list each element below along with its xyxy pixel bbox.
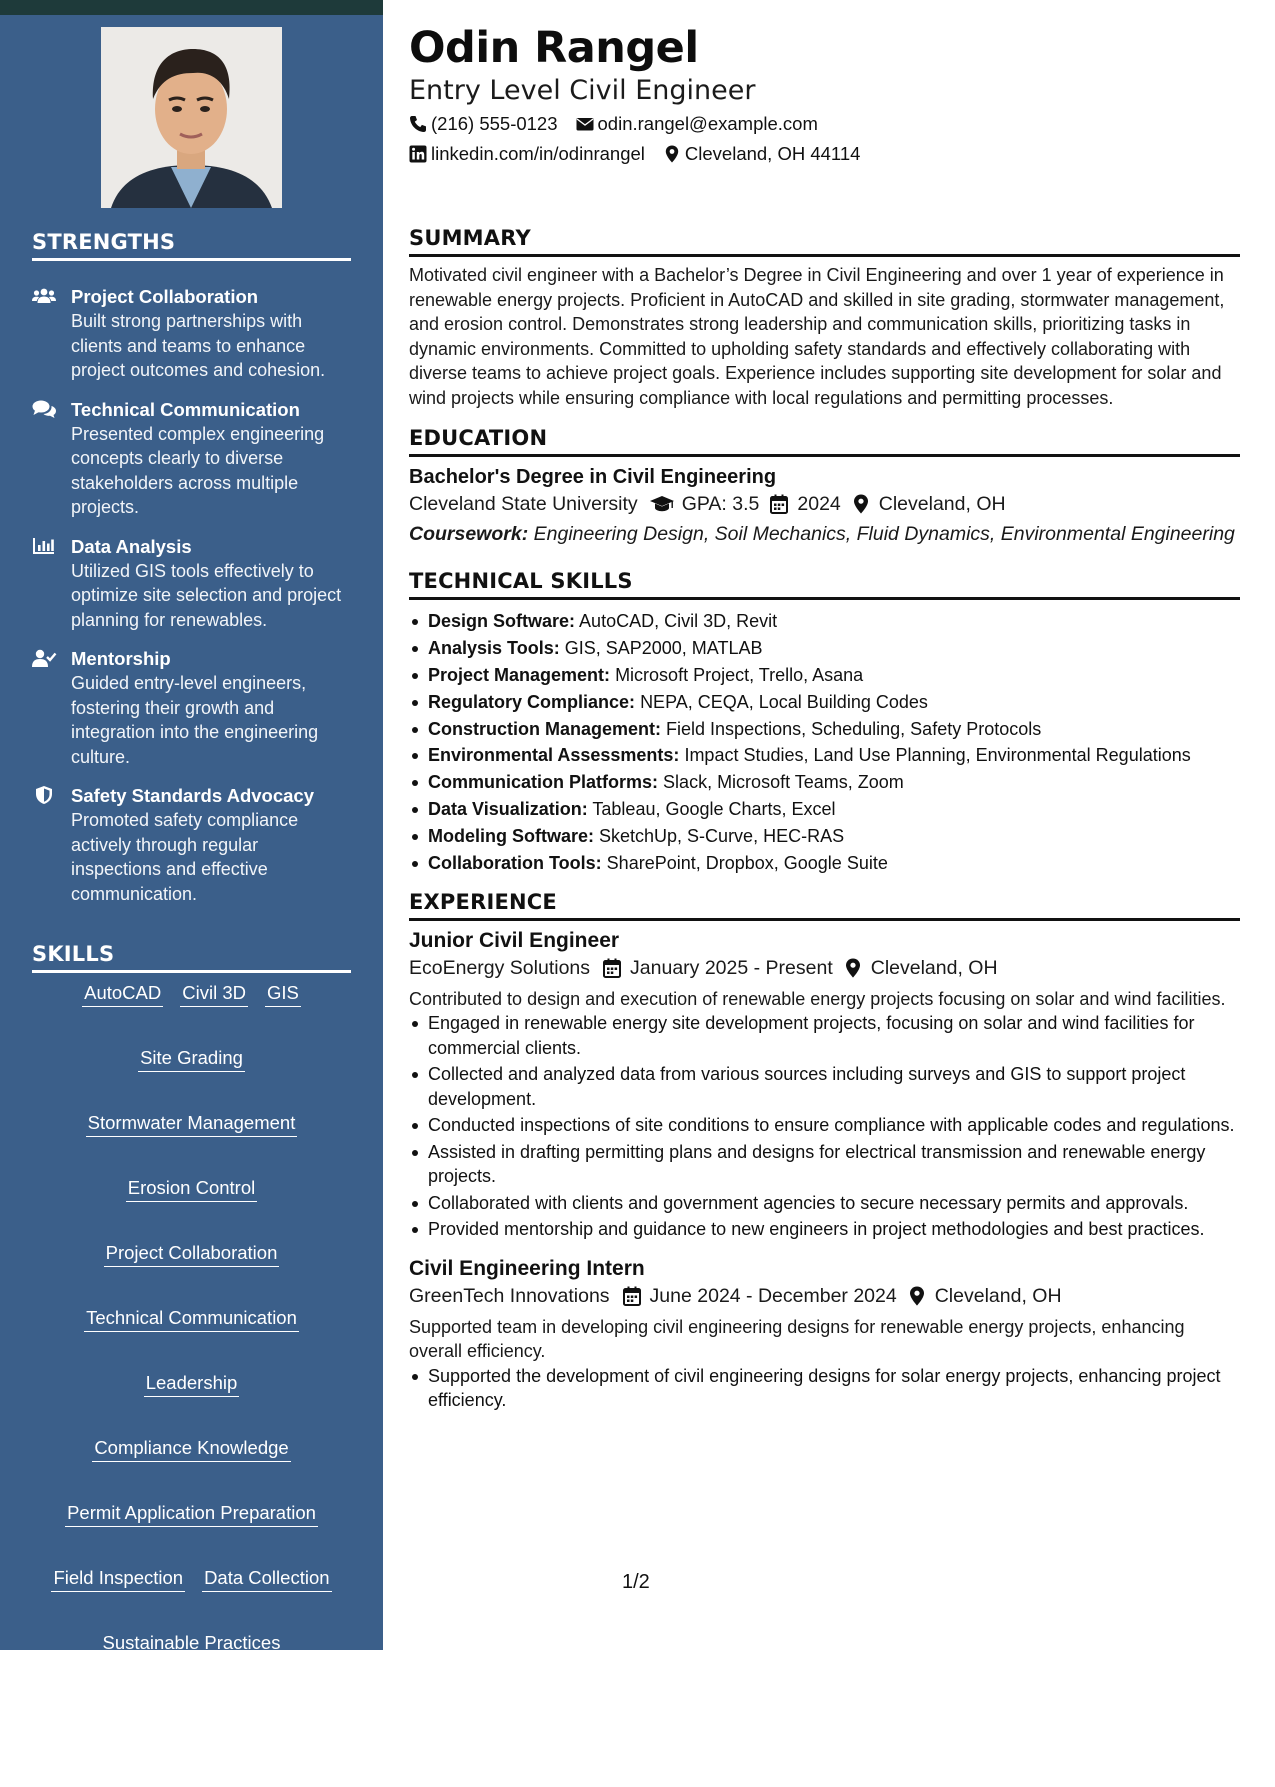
list-item [409,636,1240,661]
strength-title: Mentorship [71,648,171,669]
skill-value: Slack, Microsoft Teams, Zoom [663,772,904,793]
strength-title: Data Analysis [71,535,192,557]
strength-item [32,535,352,633]
skill-value: SketchUp, S-Curve, HEC-RAS [599,826,845,847]
map-pin-icon [907,1286,927,1306]
skills-cloud [32,982,351,1787]
map-pin-icon [663,145,681,163]
technical-skills-heading: TECHNICAL SKILLS [409,569,1240,600]
skill-value: Impact Studies, Land Use Planning, Environmental Regulations [684,745,1191,766]
job-location: Cleveland, OH [870,956,998,979]
degree-title: Bachelor's Degree in Civil Engineering [409,466,777,488]
skill-value: SharePoint, Dropbox, Google Suite [606,853,888,874]
calendar-icon [622,1286,642,1306]
skill-label: Design Software: [428,611,576,631]
skill-value: AutoCAD, Civil 3D, Revit [579,611,778,631]
contact-linkedin [409,142,645,166]
strengths-list [32,285,352,921]
list-item [409,851,1240,876]
candidate-title: Entry Level Civil Engineer [409,75,756,106]
skill-tag: Compliance Knowledge [92,1437,290,1462]
avatar [101,27,282,208]
strength-item [32,784,352,906]
education-heading: EDUCATION [409,426,1240,457]
list-item [409,797,1240,822]
skill-value: Microsoft Project, Trello, Asana [615,664,864,685]
job-dates: January 2025 - Present [630,956,833,979]
skill-label: Construction Management: [428,718,662,739]
contact-row [409,112,1240,136]
contact-row [409,142,1240,166]
linkedin-icon [409,145,427,163]
candidate-name: Odin Rangel [409,23,699,73]
skill-label: Environmental Assessments: [428,745,680,766]
list-item: Supported the development of civil engineering designs for solar energy projects, enhancing project efficiency. [409,1364,1240,1413]
job-dates: June 2024 - December 2024 [649,1284,897,1307]
skill-tag: Civil 3D [180,982,248,1007]
skill-value: Tableau, Google Charts, Excel [592,799,836,820]
envelope-icon [576,115,594,133]
sidebar [0,0,383,1783]
location-text: Cleveland, OH 44114 [684,143,861,164]
education-meta [409,490,1240,518]
skill-tag: Renewable Systems Design [74,1697,309,1722]
skill-value: GIS, SAP2000, MATLAB [564,637,763,658]
coursework-label: Coursework: [409,523,529,545]
list-item [409,663,1240,688]
skill-tag: Permit Application Preparation [65,1502,318,1527]
linkedin-link[interactable]: linkedin.com/in/odinrangel [431,143,645,164]
strength-item [32,285,352,383]
job-bullets [409,1364,1240,1413]
map-pin-icon [851,494,871,514]
skill-label: Data Visualization: [428,799,588,820]
avatar-portrait [101,27,282,208]
strengths-heading: STRENGTHS [32,230,351,261]
list-item [409,770,1240,795]
list-item: Collected and analyzed data from various sources including surveys and GIS to support project development. [409,1062,1240,1111]
job-location: Cleveland, OH [934,1284,1062,1307]
summary-heading: SUMMARY [409,226,1240,257]
graduation-cap-icon [650,494,674,514]
comments-icon [32,400,56,418]
skill-tag: Data Collection [202,1567,331,1592]
strength-description: Promoted safety compliance actively through regular inspections and effective communication. [71,810,299,904]
skill-tag: Site Grading [138,1047,245,1072]
calendar-icon [769,494,789,514]
company-name: EcoEnergy Solutions [409,956,591,979]
skill-tag: Project Collaboration [104,1242,280,1267]
list-item: Conducted inspections of site conditions to ensure compliance with applicable codes and regulations. [409,1113,1240,1138]
strength-item [32,398,352,520]
list-item [409,690,1240,715]
job-entry [409,928,1240,1242]
skill-tag: Leadership [144,1372,240,1397]
page-number: 1/2 [622,1571,650,1593]
job-meta [409,1282,1240,1310]
skill-tag: Field Inspection [51,1567,185,1592]
education-location: Cleveland, OH [878,493,1006,515]
skill-tag: Stormwater Management [86,1112,298,1137]
phone-icon [409,115,427,133]
job-bullets [409,1011,1240,1242]
graduation-year: 2024 [797,493,841,515]
user-check-icon [32,649,56,667]
gpa-text: GPA: 3.5 [681,493,760,515]
skill-label: Project Management: [428,664,611,685]
sidebar-top-bar [0,0,383,15]
technical-skills-list [409,609,1240,876]
calendar-icon [602,958,622,978]
job-entry [409,1256,1240,1413]
coursework-text: Engineering Design, Soil Mechanics, Fluid Dynamics, Environmental Engineering [533,523,1235,545]
job-summary: Contributed to design and execution of renewable energy projects focusing on solar and wind facilities. [409,988,1226,1009]
coursework [409,522,1240,547]
skill-value: NEPA, CEQA, Local Building Codes [640,691,928,712]
skill-tag: AutoCAD [82,982,163,1007]
strength-title: Technical Communication [71,398,300,420]
job-summary: Supported team in developing civil engineering designs for renewable energy projects, enhancing overall efficiency. [409,1316,1185,1362]
company-name: GreenTech Innovations [409,1284,610,1307]
skill-label: Communication Platforms: [428,772,659,793]
skill-tag: GIS [265,982,301,1007]
list-item: Engaged in renewable energy site development projects, focusing on solar and wind facilities for commercial clients. [409,1011,1240,1060]
job-meta [409,954,1240,982]
list-item [409,609,1240,634]
contact-email [576,112,818,136]
users-icon [32,287,56,305]
school-name: Cleveland State University [409,493,638,515]
phone-text[interactable]: (216) 555-0123 [431,113,558,134]
list-item: Assisted in drafting permitting plans and designs for electrical transmission and renewable energy projects. [409,1140,1240,1189]
contact-phone [409,112,558,136]
skill-tag: Technical Communication [84,1307,299,1332]
list-item [409,824,1240,849]
contact-location [663,142,861,166]
strength-description: Presented complex engineering concepts clearly to diverse stakeholders across multiple projects. [71,423,325,517]
shield-icon [32,786,56,804]
list-item: Provided mentorship and guidance to new engineers in project methodologies and best practices. [409,1217,1240,1242]
list-item: Collaborated with clients and government agencies to secure necessary permits and approvals. [409,1191,1240,1216]
strength-title: Safety Standards Advocacy [71,785,314,806]
strength-description: Utilized GIS tools effectively to optimize site selection and project planning for renewables. [71,560,342,630]
skills-heading: SKILLS [32,942,351,973]
list-item [409,743,1240,768]
skill-label: Analysis Tools: [428,637,560,658]
skill-tag: Client Interaction [120,1762,263,1787]
strength-description: Guided entry-level engineers, fostering their growth and integration into the engineering culture. [71,673,319,767]
map-pin-icon [843,958,863,978]
experience-heading: EXPERIENCE [409,890,1240,921]
strength-item [32,647,352,769]
skill-tag: Sustainable Practices [101,1632,283,1657]
skill-label: Collaboration Tools: [428,853,602,874]
job-title: Civil Engineering Intern [409,1256,645,1280]
skill-label: Modeling Software: [428,826,594,847]
list-item [409,717,1240,742]
summary-text: Motivated civil engineer with a Bachelor’s Degree in Civil Engineering and over 1 year of experience in renewable energy projects. Proficient in AutoCAD and skilled in site grading, stormwater management, and erosion control. Demonstrates strong leadership and communication skills, prioritizing tasks in dynamic environments. Committed to upholding safety standards and effectively collaborating with diverse teams to achieve project goals. Experience includes supporting site development for solar and wind projects while ensuring compliance with local regulations and permitting processes. [409,265,1225,408]
main-content [409,22,1240,1415]
strength-title: Project Collaboration [71,286,259,307]
skill-value: Field Inspections, Scheduling, Safety Protocols [666,718,1042,739]
skill-tag: Erosion Control [126,1177,258,1202]
email-link[interactable]: odin.rangel@example.com [597,113,818,134]
job-title: Junior Civil Engineer [409,928,620,952]
chart-icon [32,537,56,555]
skill-label: Regulatory Compliance: [428,691,636,712]
strength-description: Built strong partnerships with clients and teams to enhance project outcomes and cohesion. [71,311,326,380]
